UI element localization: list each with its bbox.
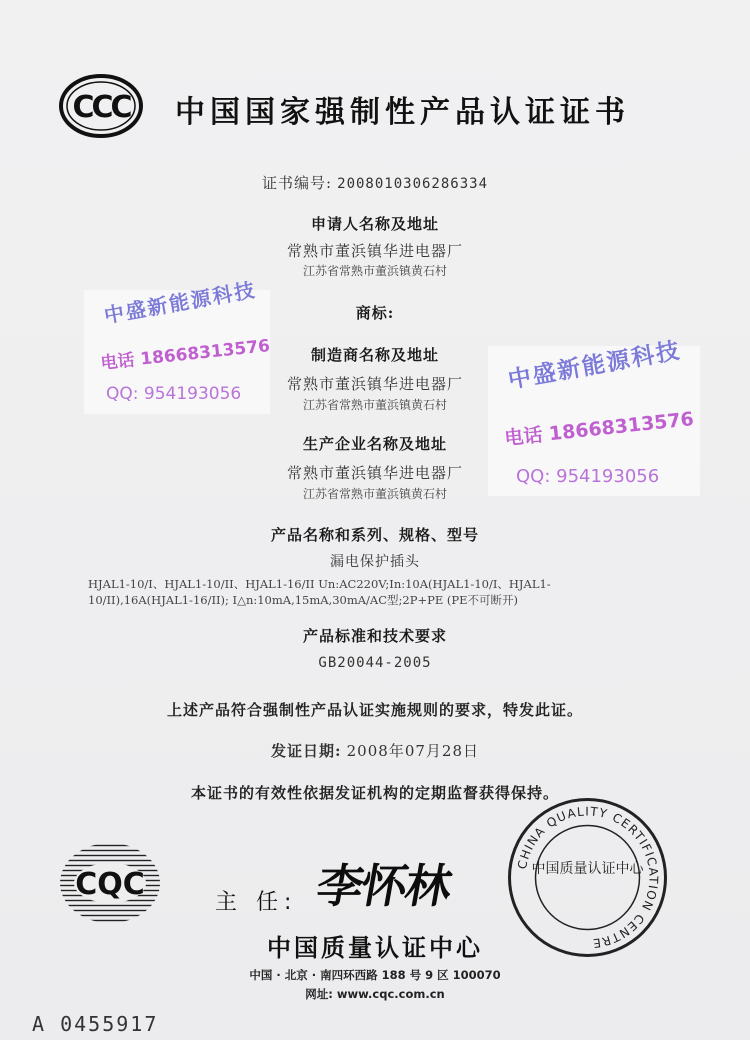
- certification-seal-icon: [505, 795, 670, 960]
- watermark-right-title: 中盛新能源科技: [506, 337, 684, 394]
- applicant-address: 江苏省常熟市董浜镇黄石村: [302, 264, 447, 278]
- watermark-left-qq: QQ: 954193056: [106, 384, 242, 404]
- seal-ring-text: CHINA QUALITY CERTIFICATION CENTRE: [515, 804, 661, 951]
- watermark-right-phone: 电话 18668313576: [503, 408, 695, 450]
- certificate-number-value: 2008010306286334: [337, 176, 488, 192]
- watermark-right: [498, 337, 698, 492]
- issue-date-value: 2008年07月28日: [346, 742, 479, 760]
- organization-name: 中国质量认证中心: [267, 934, 483, 962]
- serial-number: A 0455917: [32, 1012, 159, 1036]
- product-name: 漏电保护插头: [330, 554, 420, 570]
- watermark-left-title: 中盛新能源科技: [102, 277, 259, 328]
- ccc-logo-icon: [58, 72, 144, 140]
- applicant-label: 申请人名称及地址: [310, 215, 439, 233]
- factory-label: 生产企业名称及地址: [302, 435, 447, 453]
- organization-address: 中国 · 北京 · 南四环西路 188 号 9 区 100070: [249, 968, 501, 982]
- issue-date-row: [0, 740, 750, 761]
- director-signature: 李怀林: [312, 859, 455, 913]
- applicant-name: 常熟市董浜镇华进电器厂: [286, 242, 463, 260]
- product-spec-line2: 10/II),16A(HJAL1-16/II); I△n:10mA,15mA,30mA/AC型;2P+PE (PE不可断开): [88, 593, 518, 607]
- manufacturer-name: 常熟市董浜镇华进电器厂: [286, 375, 463, 393]
- director-label: 主 任:: [215, 890, 298, 915]
- ccc-logo-text: CCC: [72, 90, 130, 125]
- factory-name: 常熟市董浜镇华进电器厂: [286, 464, 463, 482]
- manufacturer-label: 制造商名称及地址: [310, 346, 439, 364]
- trademark-label: 商标:: [355, 304, 395, 322]
- watermark-left-phone: 电话 18668313576: [99, 336, 271, 374]
- seal-center-text: 中国质量认证中心: [531, 861, 644, 877]
- product-spec-line1: HJAL1-10/I、HJAL1-10/II、HJAL1-16/II Un:AC220V;In:10A(HJAL1-10/I、HJAL1-: [88, 577, 551, 591]
- standard-value: GB20044-2005: [318, 655, 432, 671]
- cqc-logo-text: CQC: [75, 867, 145, 902]
- compliance-statement: 上述产品符合强制性产品认证实施规则的要求，特发此证。: [166, 701, 583, 719]
- page-title: 中国国家强制性产品认证证书: [175, 95, 630, 130]
- issue-date-label: 发证日期:: [271, 742, 342, 760]
- product-label: 产品名称和系列、规格、型号: [270, 526, 479, 544]
- certificate-number-row: [0, 172, 750, 193]
- watermark-left: [92, 277, 272, 408]
- cqc-logo-icon: [55, 838, 165, 928]
- manufacturer-address: 江苏省常熟市董浜镇黄石村: [302, 398, 447, 412]
- organization-website: 网址: www.cqc.com.cn: [305, 987, 445, 1001]
- validity-note: 本证书的有效性依据发证机构的定期监督获得保持。: [190, 784, 559, 802]
- certificate-number-label: 证书编号:: [261, 174, 333, 192]
- standard-label: 产品标准和技术要求: [302, 627, 447, 645]
- watermark-right-qq: QQ: 954193056: [516, 466, 660, 487]
- factory-address: 江苏省常熟市董浜镇黄石村: [302, 487, 447, 501]
